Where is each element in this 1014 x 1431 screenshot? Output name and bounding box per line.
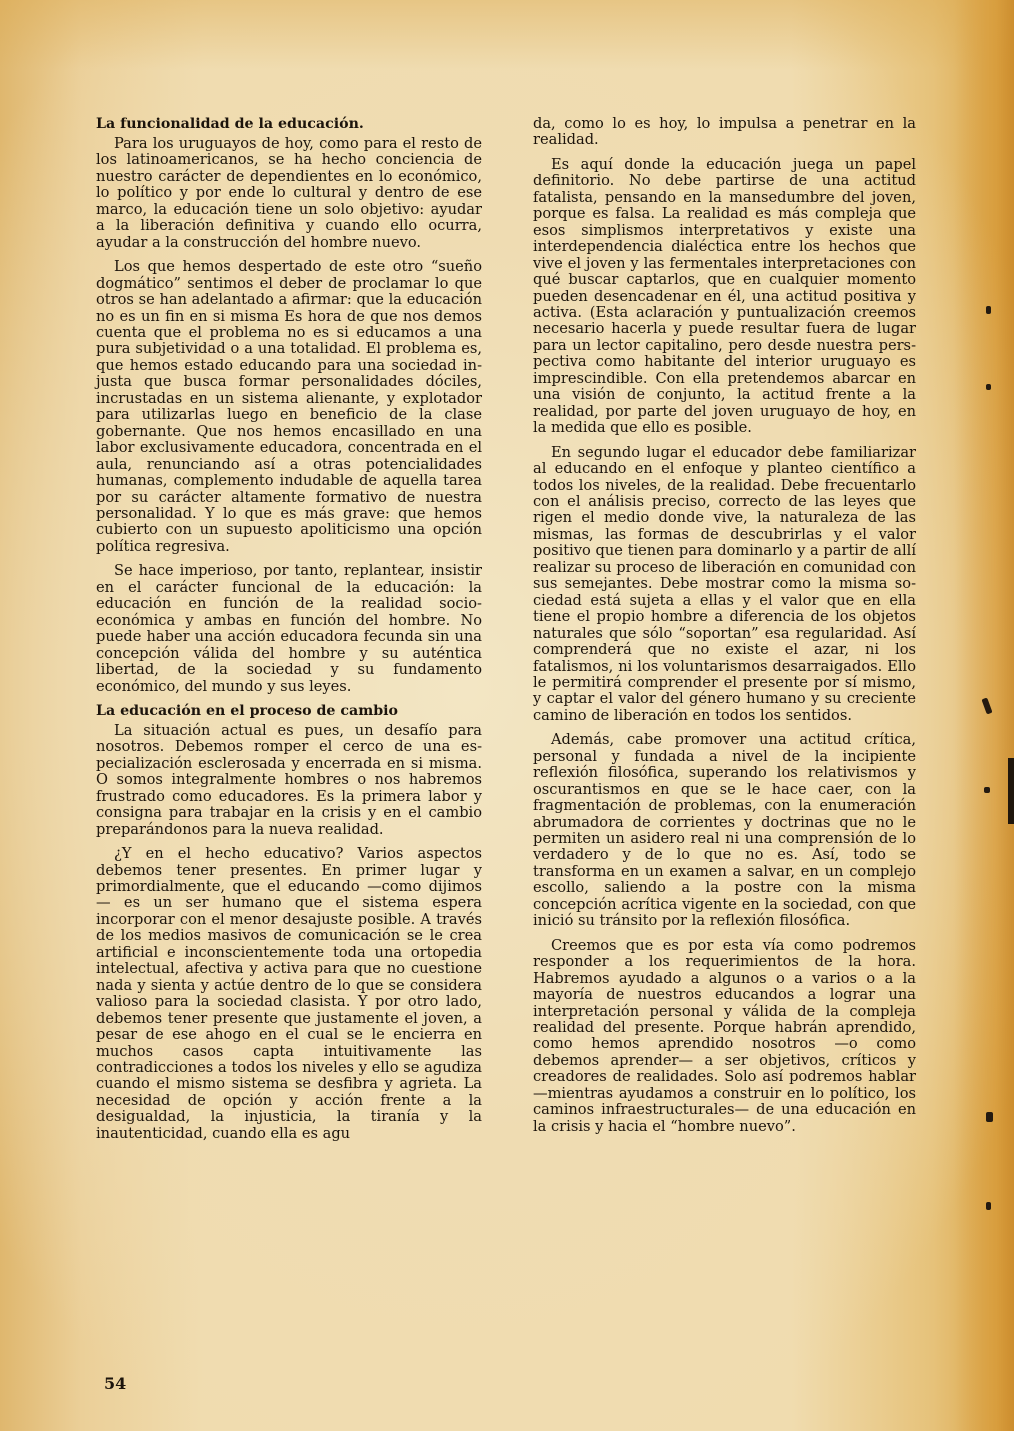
paragraph: Es aquí donde la educación juega un papel definitorio. No debe partirse de una actitud fatalista, pensando en la mansedumbre del joven, porque es falsa. La realidad es más compleja que esos simplismos interpretativos y existe una interdependencia dialéctica entre los hechos que vive el joven y las fermentales interpretaciones con qué buscar captarlos, que en cualquier momento pueden desencadenar en él, una actitud positiva y activa. (Esta aclaración y puntualización creemos necesario hacerla y puede resultar fuera de lugar para un lector capitalino, pero desde nuestra perspectiva como habitante del interior uruguayo es imprescindible. Con ella pretendemos abarcar en una visión de conjunto, la actitud frente a la realidad, por parte del joven uruguayo de hoy, en la medida que ello es posible. bbox=[533, 155, 916, 437]
paragraph: Creemos que es por esta vía como podremos responder a los requerimientos de la hora. Habremos ayudado a algunos o a varios o a la mayoría de nuestros educandos a lograr una interpretación personal y válida de la compleja realidad del presente. Porque habrán aprendido, como hemos aprendido nosotros —o como debemos aprender— a ser objetivos, críticos y creadores de realidades. Solo así podremos hablar —mientras ayudamos a construir en lo político, los caminos infraestructurales— de una educación en la crisis y hacia el “hombre nuevo”. bbox=[533, 936, 916, 1135]
left-column bbox=[96, 116, 482, 1150]
page-number: 54 bbox=[104, 1374, 127, 1393]
paragraph: La situación actual es pues, un desafío para nosotros. Debemos romper el cerco de una especialización esclerosada y encerrada en si misma. O somos integralmente hombres o nos habremos frustrado como educadores. Es la primera labor y consigna para trabajar en la crisis y en el cambio preparándonos para la nueva realidad. bbox=[96, 721, 482, 838]
scan-edge-bar bbox=[1008, 758, 1014, 824]
paper-edge-top bbox=[0, 0, 1014, 70]
margin-mark bbox=[984, 787, 990, 793]
paper-edge-right bbox=[954, 0, 1014, 1431]
margin-mark bbox=[986, 1112, 993, 1122]
margin-mark bbox=[986, 384, 991, 390]
paragraph: Se hace imperioso, por tanto, replantear, insistir en el carácter funcional de la educación: la educación en función de la realidad socio-económica y ambas en función del hombre. No puede haber una acción educadora fecunda sin una concepción válida del hombre y su auténtica libertad, de la sociedad y su fundamento económico, del mundo y sus leyes. bbox=[96, 562, 482, 695]
paragraph: En segundo lugar el educador debe familiarizar al educando en el enfoque y planteo científico a todos los niveles, de la realidad. Debe frecuentarlo con el análisis preciso, correcto de las leyes que rigen el medio donde vive, la naturaleza de las mismas, las formas de descubrirlas y el valor positivo que tienen para dominarlo y a partir de allí realizar su proceso de liberación en comunidad con sus semejantes. Debe mostrar como la misma sociedad está sujeta a ellas y el valor que en ella tiene el propio hombre a diferencia de los objetos naturales que sólo “soportan” esa regularidad. Así comprenderá que no existe el azar, ni los fatalismos, ni los voluntarismos desarraigados. Ello le permitirá comprender el presente por sí mismo, y captar el valor del género humano y su creciente camino de liberación en todos los sentidos. bbox=[533, 443, 916, 724]
paragraph: Para los uruguayos de hoy, como para el resto de los latinoamericanos, se ha hecho conciencia de nuestro carácter de dependientes en lo económico, lo político y por ende lo cultural y dentro de ese marco, la educación tiene un solo objetivo: ayudar a la liberación definitiva y cuando ello ocurra, ayudar a la construcción del hombre nuevo. bbox=[96, 135, 482, 251]
section-heading-funcionalidad: La funcionalidad de la educación. bbox=[96, 116, 364, 132]
margin-mark bbox=[986, 1202, 991, 1210]
paragraph: Los que hemos despertado de este otro “sueño dogmático” sentimos el deber de proclamar lo que otros se han adelantado a afirmar: que la educación no es un fin en si misma Es hora de que nos demos cuenta que el problema no es si educamos a una pura subjetividad o a una totalidad. El problema es, que hemos estado educando para una sociedad injusta que busca formar personalidades dóciles, incrustadas en un sistema alienante, y explotador para utilizarlas luego en beneficio de la clase gobernante. Que nos hemos encasillado en una labor exclusivamente educadora, concentrada en el aula, renunciando así a otras potencialidades humanas, complemento indudable de aquella tarea por su carácter altamente formativo de nuestra personalidad. Y lo que es más grave: que hemos cubierto con un supuesto apoliticismo una opción política regresiva. bbox=[96, 258, 482, 555]
margin-mark bbox=[986, 306, 991, 314]
section-heading-proceso-de-cambio: La educación en el proceso de cambio bbox=[96, 702, 398, 719]
paragraph-continuation: da, como lo es hoy, lo impulsa a penetrar en la realidad. bbox=[533, 115, 916, 149]
right-column bbox=[533, 116, 916, 1143]
paragraph: Además, cabe promover una actitud crítica, personal y fundada a nivel de la incipiente reflexión filosófica, superando los relativismos y oscurantismos en que se le hace caer, con la fragmentación de problemas, con la enumeración abrumadora de corrientes y doctrinas que no le permiten un asidero real ni una comprensión de lo verdadero y de lo que no es. Así, todo se transforma en un examen a salvar, en un complejo escollo, saliendo a la postre con la misma concepción acrítica vigente en la sociedad, con que inició su tránsito por la reflexión filosófica. bbox=[533, 731, 916, 930]
paragraph: ¿Y en el hecho educativo? Varios aspectos debemos tener presentes. En primer lugar y primordialmente, que el educando —como dijimos— es un ser humano que el sistema espera incorporar con el menor desajuste posible. A través de los medios masivos de comunicación se le crea artificial e inconscientemente toda una ortopedia intelectual, afectiva y activa para que no cuestione nada y sienta y actúe dentro de lo que se considera valioso para la sociedad clasista. Y por otro lado, debemos tener presente que justamente el joven, a pesar de ese ahogo en el cual se le encierra en muchos casos capta intuitivamente las contradicciones a todos los niveles y ello se agudiza cuando el mismo sistema se desfibra y agrieta. La necesidad de opción y acción frente a la desigualdad, la injusticia, la tiranía y la inautenticidad, cuando ella es agu bbox=[96, 845, 482, 1142]
